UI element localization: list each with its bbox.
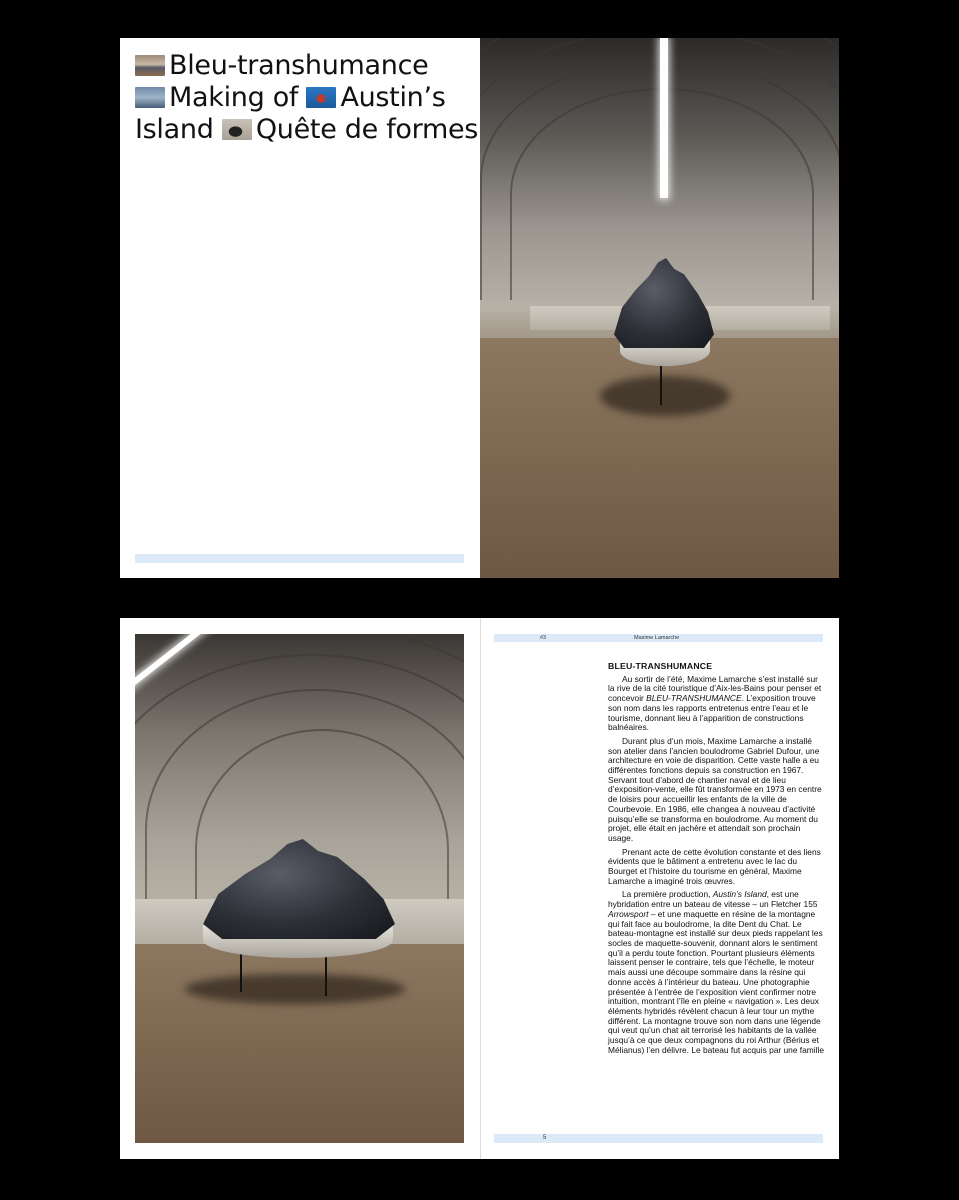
italic-title-run: BLEU-TRANSHUMANCE <box>646 693 742 704</box>
ceiling-light <box>660 38 668 198</box>
boat-sculpture-photo <box>135 634 464 1143</box>
italic-title-run: Arrowsport <box>608 908 649 919</box>
spread-bottom <box>120 618 839 1159</box>
running-footer <box>494 1134 823 1143</box>
issue-number: #3 <box>540 635 547 641</box>
article-heading: BLEU-TRANSHUMANCE <box>608 661 713 671</box>
italic-title-run: Austin’s Island <box>712 889 767 900</box>
title-segment-4: Quête de formes <box>255 114 479 145</box>
article-paragraph <box>608 848 825 887</box>
person-thumbnail <box>306 87 336 108</box>
title-block <box>135 50 480 146</box>
text-run: , est une hybridation entre un bateau de vitesse – un Fletcher 155 <box>608 889 818 910</box>
article-paragraph <box>608 890 825 1055</box>
page-gutter <box>480 618 481 1159</box>
title-segment-3: Austin’s Island <box>135 82 446 145</box>
text-run: – et une maquette en résine de la montagne qui fait face au boulodrome, la dite Dent du Chat. Le bateau-montagne est installé sur deux pieds rappelant les socles de maquette-souvenir, donnant alors le sentiment qu’il a perdu toute fonction. Pourtant plusieurs éléments laissent penser le contraire, tels que l’échelle, le moteur mais aussi une découpe sommaire dans la résine qui donne accès à l’intérieur du bateau. Une photographie présentée à l’entrée de l’exposition vient confirmer notre intuition, montrant l’île en pleine « navigation ». Les deux éléments hybridés révèlent chacun à leur tour un mythe différent. La montagne trouve son nom dans une légende qui veut qu’un chat ait terrorisé les habitants de la vallée jusqu’à ce que deux compagnons du roi Arthur (Bérius et Mélianus) l’en délivre. Le bateau fut acquis par une famille <box>608 908 825 1055</box>
running-header <box>494 634 823 642</box>
boat-shadow <box>185 974 405 1004</box>
text-run: La première production, <box>622 889 713 900</box>
text-run: . L’exposition trouve son nom dans les rapports entretenus entre l’eau et le tourisme, donnant lieu à l’apparition de constructions balnéaires. <box>608 693 816 733</box>
stand-leg <box>660 360 662 405</box>
lake-thumbnail <box>135 87 165 108</box>
exhibition-hall-photo <box>480 38 839 578</box>
spread-top <box>120 38 839 578</box>
rock-thumbnail <box>222 119 252 140</box>
text-run: Prenant acte de cette évolution constante et des liens évidents que le bâtiment a entretenu avec le lac du Bourget et l’histoire du tourisme en général, Maxime Lamarche a imaginé trois œuvres. <box>608 846 821 886</box>
article-paragraph <box>608 675 825 733</box>
title-segment-1: Bleu-transhumance <box>169 50 429 81</box>
article-body <box>608 675 825 1056</box>
text-run: Durant plus d’un mois, Maxime Lamarche a installé son atelier dans l’ancien boulodrome Gabriel Dufour, une architecture en voie de disparition. Cette vaste halle a eu différentes fonctions depuis sa construction en 1967. Servant tout d’abord de chantier naval et de lieu d’exposition-vente, elle fût transformée en 1973 en centre de loisirs pour accueillir les enfants de la ville de Courbevoie. En 1986, elle changea à nouveau d’activité puisqu’elle se transforma en boulodrome. Au moment du projet, elle était en jachère et attendait son prochain usage. <box>608 735 822 843</box>
text-run: Au sortir de l’été, Maxime Lamarche s’est installé sur la rive de la cité touristique d’Aix-les-Bains pour penser et concevoir <box>608 673 822 704</box>
title-segment-2: Making of <box>169 82 299 113</box>
page-number: 5 <box>543 1135 547 1141</box>
hall-thumbnail <box>135 55 165 76</box>
article-paragraph <box>608 737 825 844</box>
boat-shadow <box>600 376 730 416</box>
footer-accent-bar <box>135 554 464 563</box>
author-name: Maxime Lamarche <box>634 635 680 641</box>
article-column <box>608 662 825 1059</box>
